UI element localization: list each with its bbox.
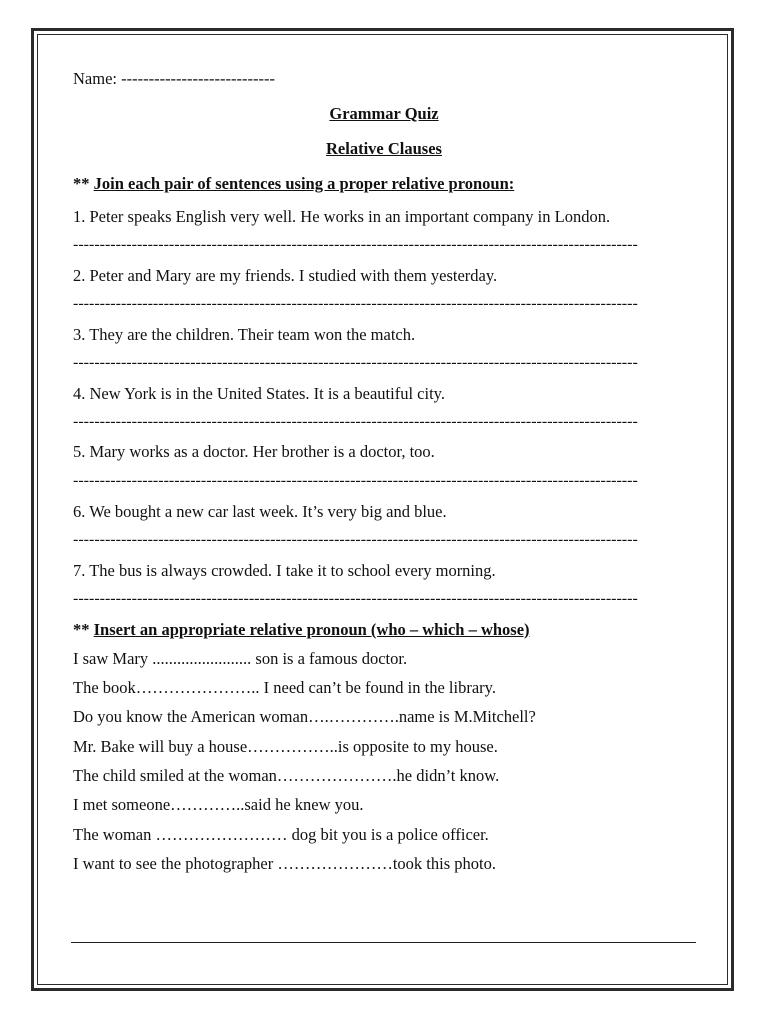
question-4: 4. New York is in the United States. It is a beautiful city.	[73, 384, 445, 403]
section1-heading: ** Join each pair of sentences using a proper relative pronoun:	[73, 174, 515, 193]
fill-in-7: The woman …………………… dog bit you is a police officer.	[73, 825, 489, 844]
fill-in-2: The book………………….. I need can’t be found in the library.	[73, 678, 496, 697]
quiz-subtitle: Relative Clauses	[326, 139, 442, 158]
fill-in-3: Do you know the American woman….………….name is M.Mitchell?	[73, 707, 536, 726]
answer-line-7: ----------------------------------------------------------------------------------------------------------	[73, 592, 638, 606]
answer-line-2: ----------------------------------------------------------------------------------------------------------	[73, 297, 638, 311]
question-2: 2. Peter and Mary are my friends. I studied with them yesterday.	[73, 266, 498, 285]
question-5: 5. Mary works as a doctor. Her brother is a doctor, too.	[73, 442, 435, 461]
question-6: 6. We bought a new car last week. It’s very big and blue.	[73, 502, 447, 521]
answer-line-5: ----------------------------------------------------------------------------------------------------------	[73, 474, 638, 488]
question-1: 1. Peter speaks English very well. He works in an important company in London.	[73, 207, 611, 226]
answer-line-4: ----------------------------------------------------------------------------------------------------------	[73, 415, 638, 429]
fill-in-5: The child smiled at the woman………………….he didn’t know.	[73, 766, 500, 785]
fill-in-1: I saw Mary ........................ son is a famous doctor.	[73, 649, 408, 668]
answer-line-6: ----------------------------------------------------------------------------------------------------------	[73, 533, 638, 547]
name-field-line: Name: ----------------------------	[73, 69, 275, 88]
fill-in-8: I want to see the photographer …………………took this photo.	[73, 854, 496, 873]
quiz-title: Grammar Quiz	[329, 104, 439, 123]
question-3: 3. They are the children. Their team won the match.	[73, 325, 416, 344]
fill-in-6: I met someone…………..said he knew you.	[73, 795, 364, 814]
question-7: 7. The bus is always crowded. I take it to school every morning.	[73, 561, 496, 580]
fill-in-4: Mr. Bake will buy a house……………..is opposite to my house.	[73, 737, 498, 756]
footer-rule	[71, 942, 696, 943]
answer-line-3: ----------------------------------------------------------------------------------------------------------	[73, 356, 638, 370]
answer-line-1: ----------------------------------------------------------------------------------------------------------	[73, 238, 638, 252]
section2-heading: ** Insert an appropriate relative pronoun (who – which – whose)	[73, 620, 530, 639]
